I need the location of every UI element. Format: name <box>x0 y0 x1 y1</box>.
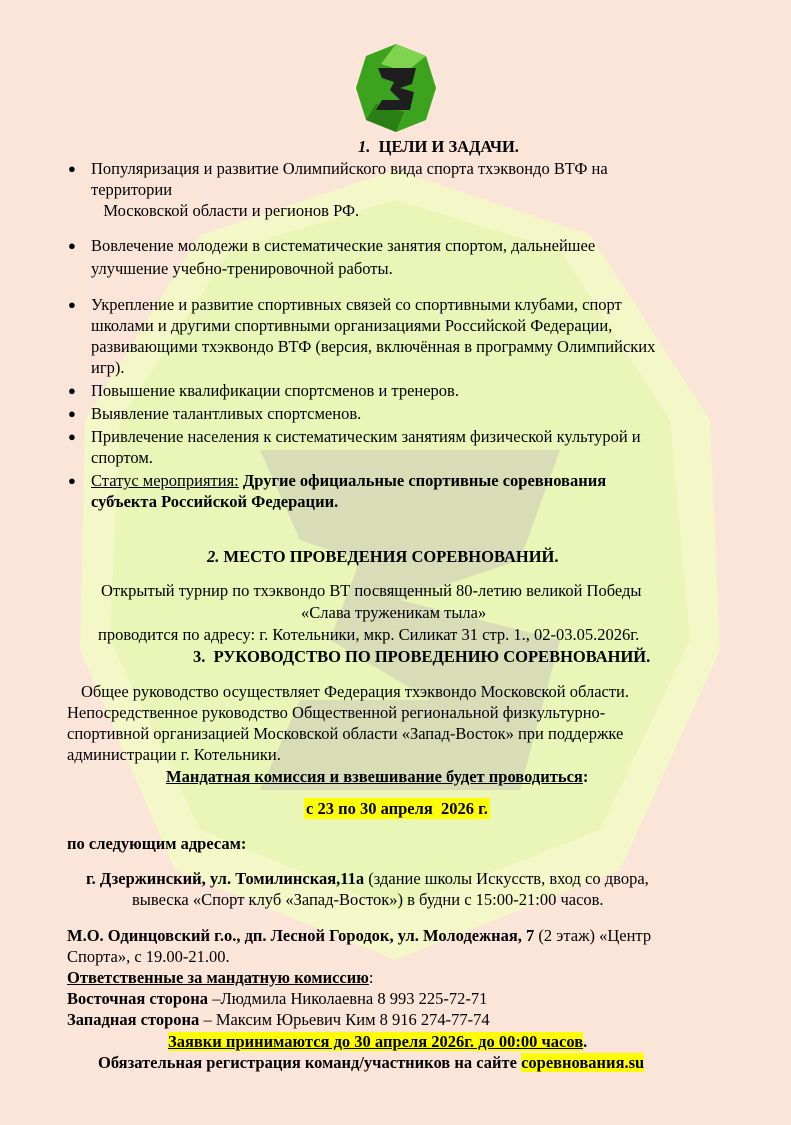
leadership-para: Непосредственное руководство Общественной региональной физкультурно- <box>67 703 606 722</box>
mandate-heading: Мандатная комиссия и взвешивание будет проводиться: <box>166 767 589 786</box>
section3-heading: 3. РУКОВОДСТВО ПО ПРОВЕДЕНИЮ СОРЕВНОВАНИЙ. <box>193 647 651 666</box>
registration-notice: Обязательная регистрация команд/участников на сайте соревнования.su <box>98 1053 645 1072</box>
address-dzerzhinsky-line2: вывеска «Спорт клуб «Запад-Восток») в будни с 15:00-21:00 часов. <box>132 890 604 909</box>
address-dzerzhinsky: г. Дзержинский, ул. Томилинская,11а (здание школы Искусств, вход со двора, <box>86 869 649 888</box>
section1-heading: 1. ЦЕЛИ И ЗАДАЧИ. <box>358 137 519 156</box>
west-contact: Западная сторона – Максим Юрьевич Ким 8 916 274-77-74 <box>67 1010 490 1029</box>
leadership-para: спортивной организацией Московской области «Запад-Восток» при поддержке <box>67 724 624 743</box>
bullet-icon: ● <box>68 238 76 253</box>
list-item: игр). <box>91 358 125 377</box>
mandate-dates: с 23 по 30 апреля 2026 г. <box>306 799 488 818</box>
tournament-name: «Слава труженикам тыла» <box>301 603 487 622</box>
bullet-icon: ● <box>68 406 76 421</box>
list-item: развивающими тхэквондо ВТФ (версия, включённая в программу Олимпийских <box>91 337 656 356</box>
list-item: спортом. <box>91 448 153 467</box>
status-line <box>91 470 606 491</box>
status-value: Другие официальные спортивные соревнования <box>242 471 607 490</box>
leadership-para: администрации г. Котельники. <box>67 745 281 764</box>
venue-address: проводится по адресу: г. Котельники, мкр. Силикат 31 стр. 1., 02-03.05.2026г. <box>98 625 640 644</box>
bullet-icon: ● <box>68 473 76 488</box>
list-item: Выявление талантливых спортсменов. <box>91 404 362 423</box>
addresses-label: по следующим адресам: <box>67 834 247 853</box>
registration-site-link[interactable]: соревнования.su <box>521 1053 645 1072</box>
section2-heading: 2. МЕСТО ПРОВЕДЕНИЯ СОРЕВНОВАНИЙ. <box>207 547 559 566</box>
list-item: Повышение квалификации спортсменов и тренеров. <box>91 381 459 400</box>
bullet-icon: ● <box>68 383 76 398</box>
list-item: улучшение учебно-тренировочной работы. <box>91 259 393 278</box>
east-contact: Восточная сторона –Людмила Николаевна 8 993 225-72-71 <box>67 989 488 1008</box>
address-odintsovo: М.О. Одинцовский г.о., дп. Лесной Городок, ул. Молодежная, 7 (2 этаж) «Центр <box>67 926 652 945</box>
bullet-icon: ● <box>68 429 76 444</box>
leadership-para: Общее руководство осуществляет Федерация тхэквондо Московской области. <box>81 682 630 701</box>
list-item: Укрепление и развитие спортивных связей со спортивными клубами, спорт <box>91 295 622 314</box>
address-odintsovo-line2: Спорта», с 19.00-21.00. <box>67 947 230 966</box>
list-item: Популяризация и развитие Олимпийского вида спорта тхэквондо ВТФ на <box>91 159 608 178</box>
list-item: Вовлечение молодежи в систематические занятия спортом, дальнейшее <box>91 236 596 255</box>
list-item: Привлечение населения к систематическим занятиям физической культурой и <box>91 427 641 446</box>
list-item: территории <box>91 180 173 199</box>
list-item: Московской области и регионов РФ. <box>91 201 360 220</box>
tournament-line: Открытый турнир по тхэквондо ВТ посвященный 80-летию великой Победы <box>101 581 642 600</box>
responsible-label: Ответственные за мандатную комиссию: <box>67 968 374 987</box>
bullet-icon: ● <box>68 161 76 176</box>
list-item: школами и другими спортивными организациями Российской Федерации, <box>91 316 613 335</box>
bullet-icon: ● <box>68 297 76 312</box>
status-label: Статус мероприятия: <box>91 471 239 490</box>
deadline-notice: Заявки принимаются до 30 апреля 2026г. до 00:00 часов. <box>168 1032 588 1051</box>
status-value-line2: субъекта Российской Федерации. <box>91 492 339 511</box>
